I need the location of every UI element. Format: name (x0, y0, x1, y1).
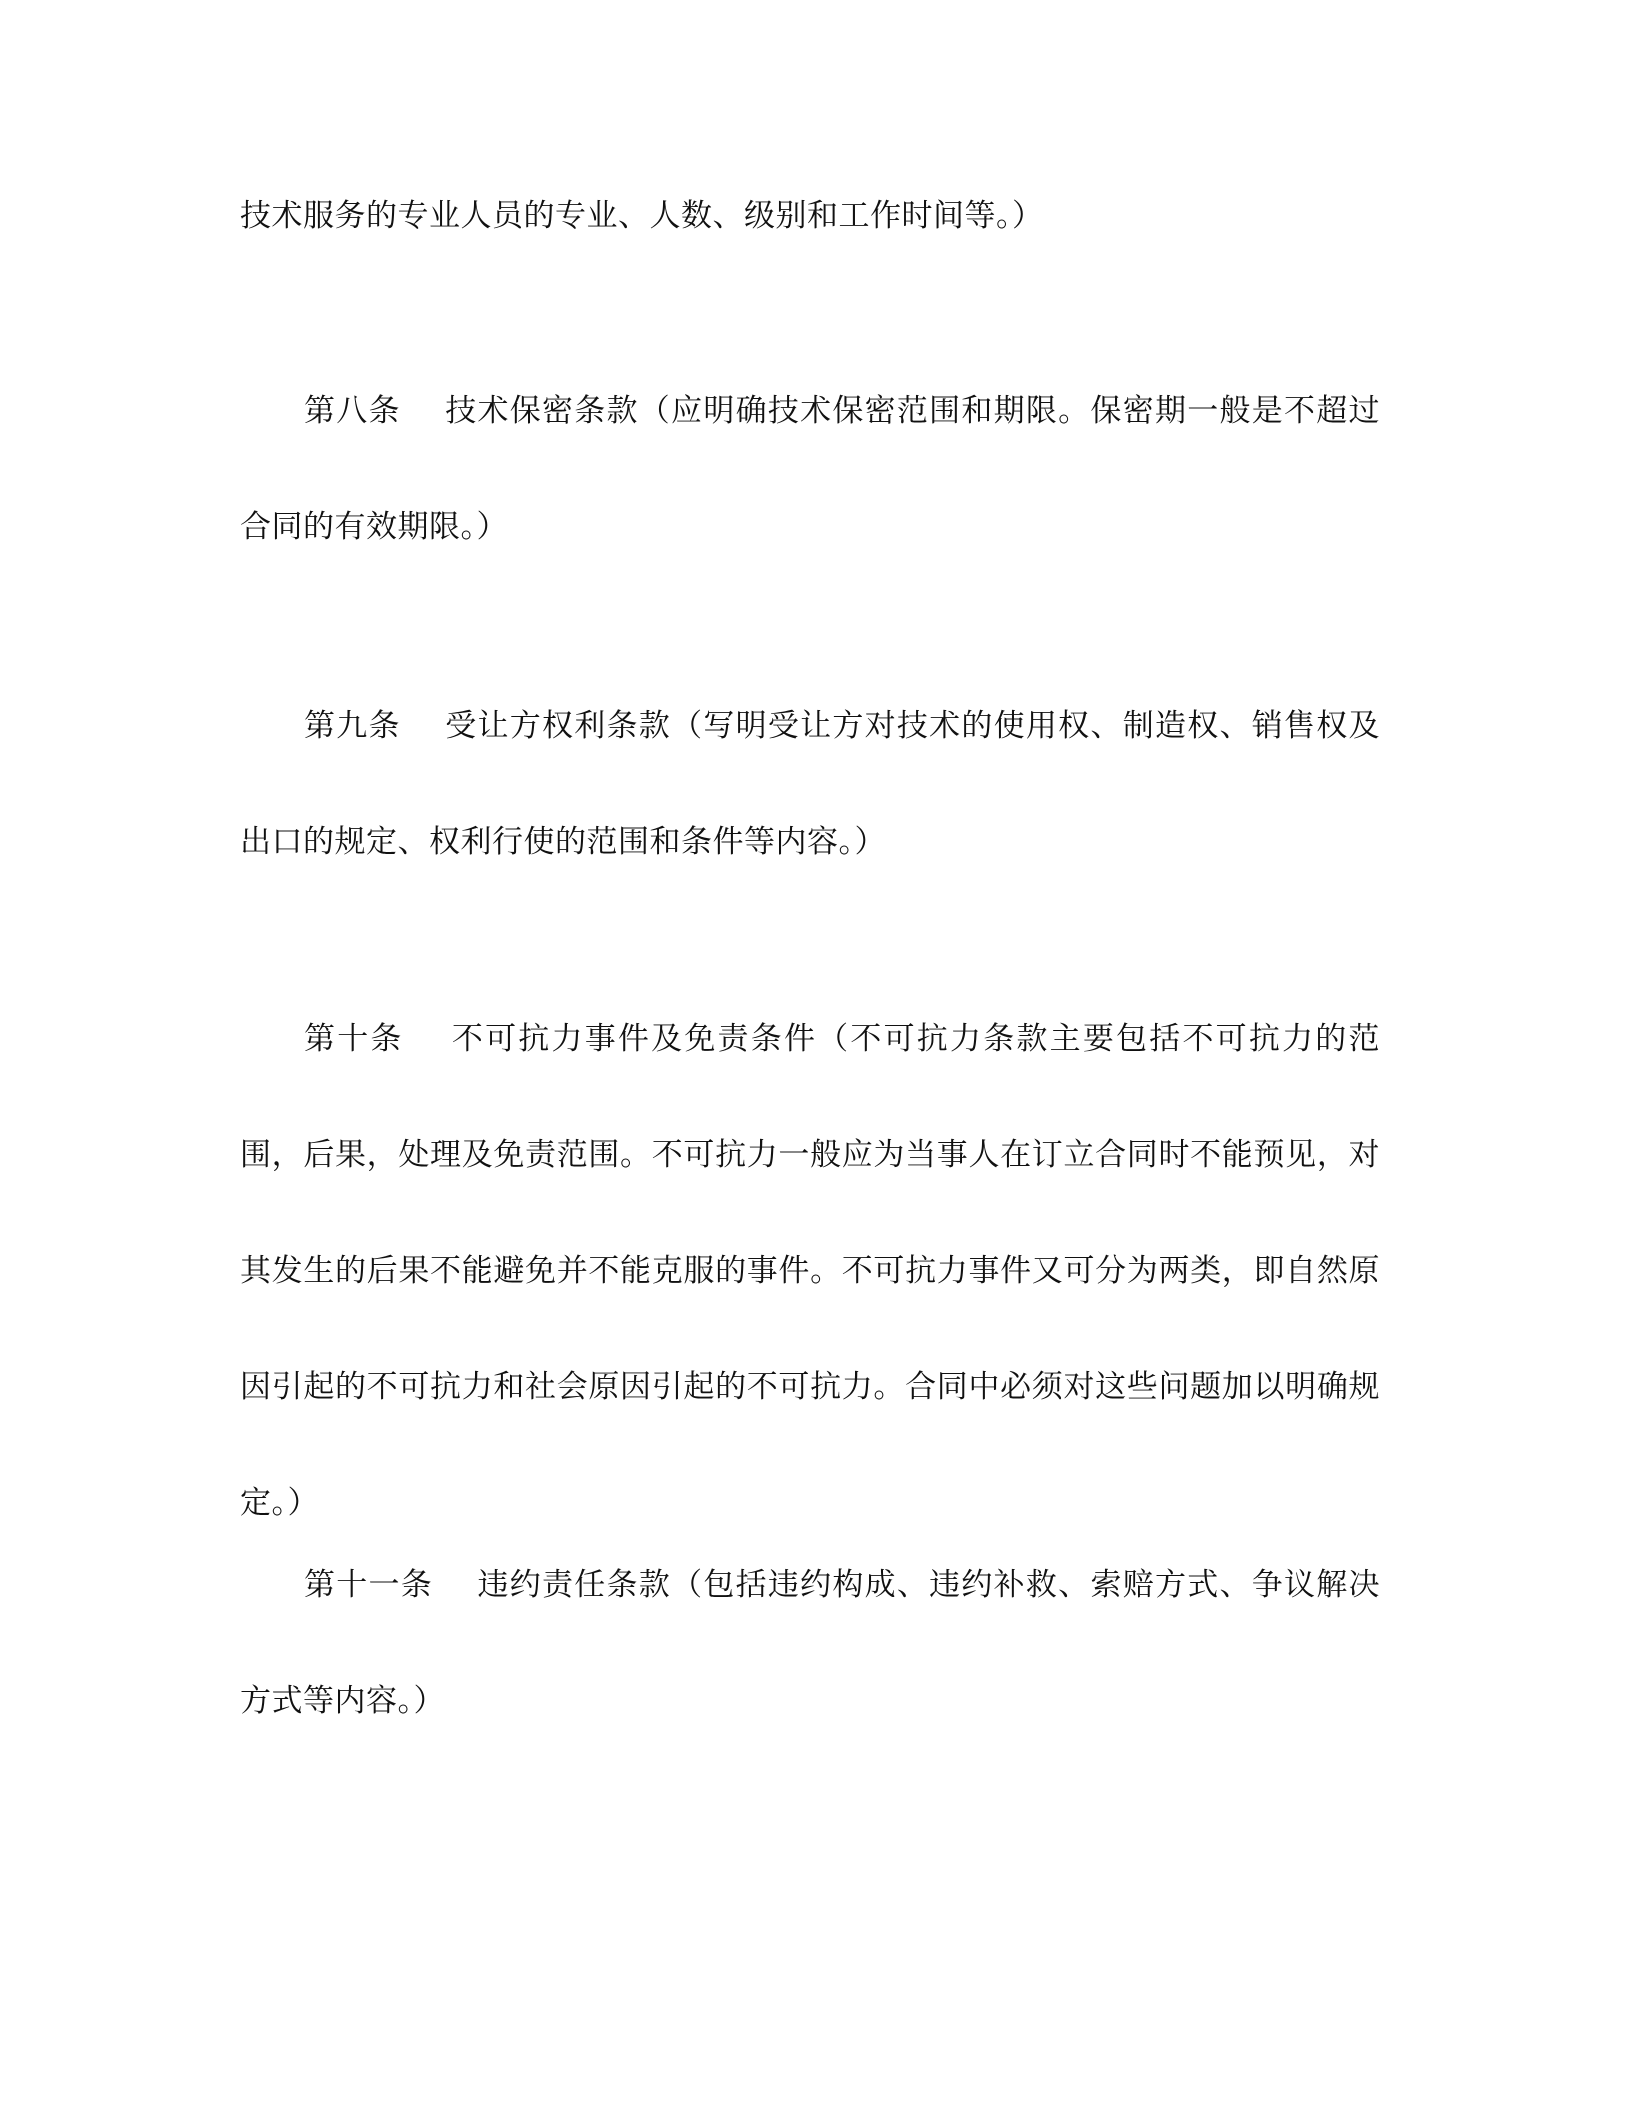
article-gap (401, 708, 445, 744)
article-9 (240, 668, 1380, 900)
paragraph-text: 技术服务的专业人员的专业、人数、级别和工作时间等。） (240, 198, 1044, 234)
article-10 (240, 981, 1380, 1561)
article-text: 技术保密条款（应明确技术保密范围和期限。保密期一般是不超过合同的有效期限。） (240, 393, 1381, 545)
article-8 (240, 353, 1380, 585)
article-number: 第十一条 (304, 1567, 434, 1603)
article-gap (401, 393, 445, 429)
article-number: 第十条 (304, 1021, 404, 1057)
article-gap (404, 1021, 452, 1057)
article-gap (433, 1567, 477, 1603)
article-text: 受让方权利条款（写明受让方对技术的使用权、制造权、销售权及出口的规定、权利行使的范围和条件等内容。） (240, 708, 1381, 860)
article-number: 第八条 (304, 393, 401, 429)
article-text: 违约责任条款（包括违约构成、违约补救、索赔方式、争议解决方式等内容。） (240, 1567, 1381, 1719)
article-number: 第九条 (304, 708, 401, 744)
article-text: 不可抗力事件及免责条件（不可抗力条款主要包括不可抗力的范围，后果，处理及免责范围。不可抗力一般应为当事人在订立合同时不能预见，对其发生的后果不能避免并不能克服的事件。不可抗力事件又可分为两类，即自然原因引起的不可抗力和社会原因引起的不可抗力。合同中必须对这些问题加以明确规定。） (240, 1021, 1380, 1521)
paragraph-continuation (240, 158, 1380, 274)
article-11 (240, 1527, 1380, 1759)
